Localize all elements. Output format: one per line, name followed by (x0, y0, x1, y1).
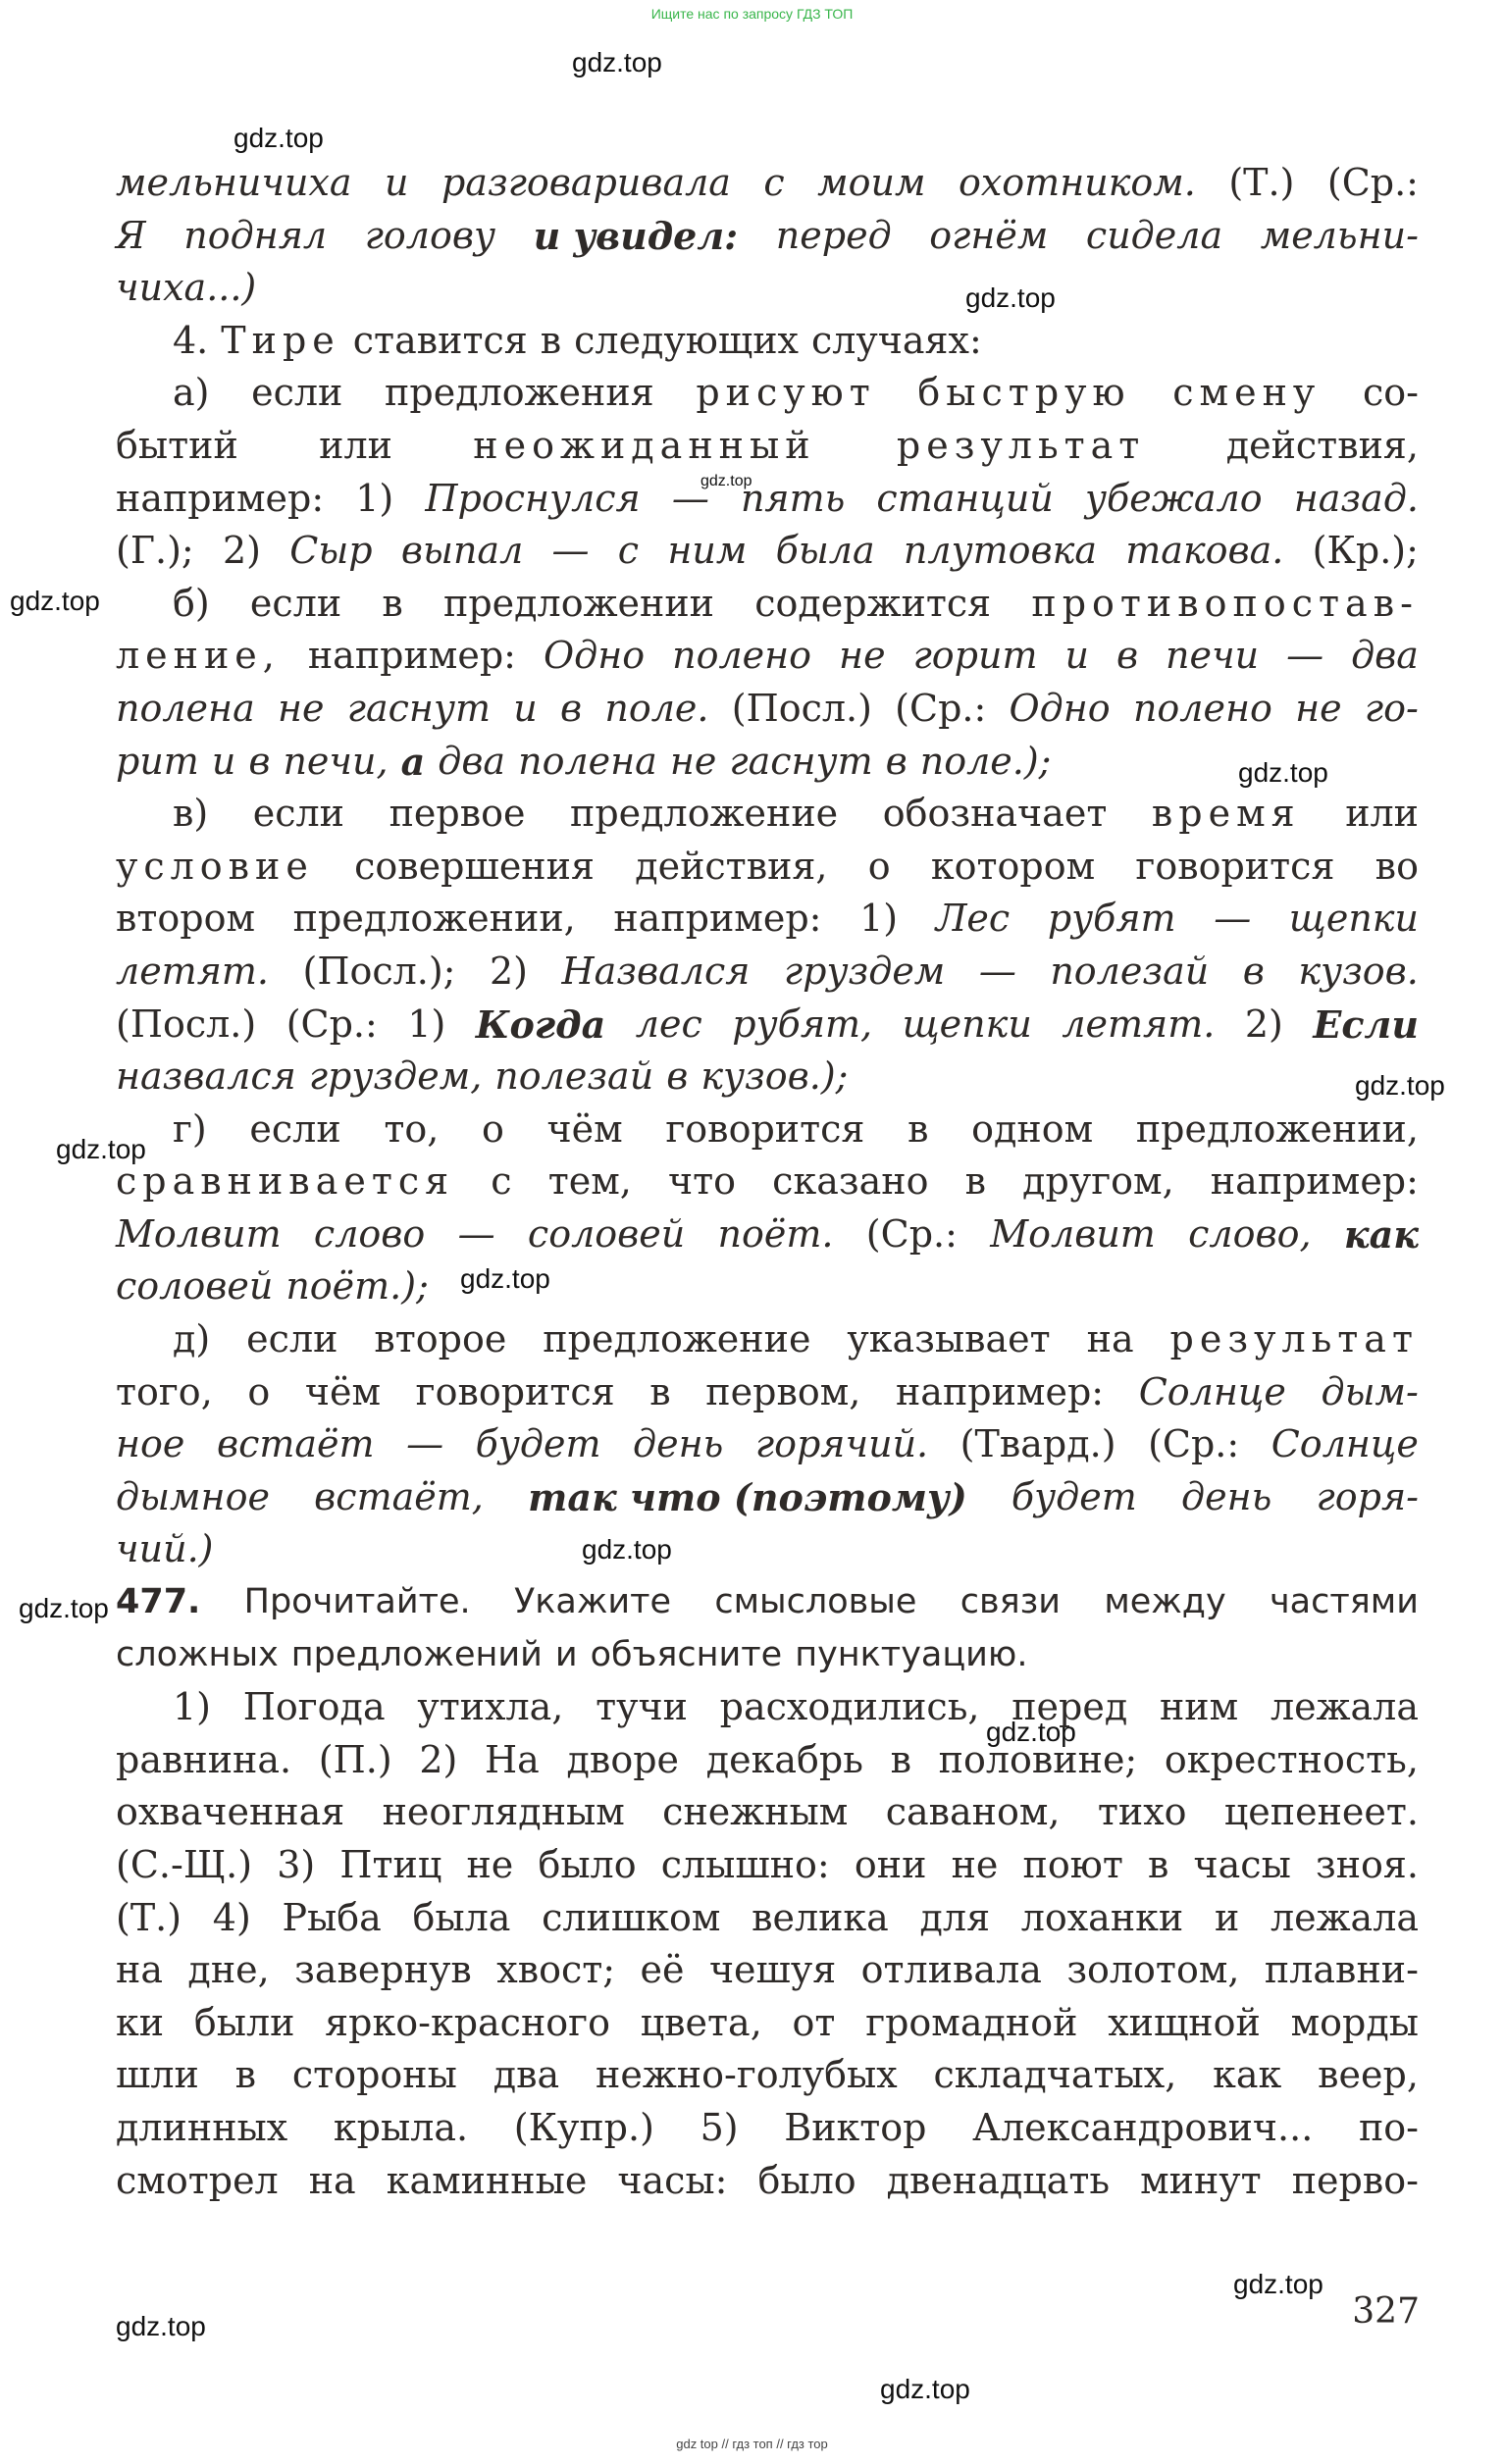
text-line: условие совершения действия, о котором говорится во (116, 844, 1419, 888)
watermark: gdz.top (56, 1134, 146, 1164)
text-line: д) если второе предложение указывает на результат (173, 1317, 1419, 1361)
text-line: равнина. (П.) 2) На дворе декабрь в половине; окрестность, (116, 1737, 1419, 1781)
text-line: в) если первое предложение обозначает время или (173, 792, 1419, 836)
watermark: gdz.top (1355, 1070, 1445, 1101)
page-text (116, 157, 1419, 2207)
bottom-banner[interactable]: gdz top // гдз топ // гдз тор (676, 2437, 828, 2451)
text-line: ки были ярко-красного цвета, от громадной хищной морды (116, 2000, 1419, 2044)
text-line: рит и в печи, а два полена не гаснут в поле.); (116, 739, 1052, 784)
text-line: соловей поёт.); (116, 1264, 429, 1309)
text-line: б) если в предложении содержится противопостав- (173, 581, 1419, 625)
text-line: чиха...) (116, 266, 257, 310)
text-line: назвался груздем, полезай в кузов.); (116, 1054, 849, 1099)
text-line: на дне, завернув хвост; её чешуя отливала золотом, плавни- (116, 1948, 1419, 1992)
text-line: шли в стороны два нежно-голубых складчатых, как веер, (116, 2053, 1419, 2097)
text-line: 4. Тире ставится в следующих случаях: (173, 318, 982, 362)
text-line: (С.-Щ.) 3) Птиц не было слышно: они не поют в часы зноя. (116, 1843, 1419, 1886)
text-line: втором предложении, например: 1) Лес рубят — щепки (116, 897, 1419, 941)
page-number: 327 (1352, 2291, 1420, 2332)
watermark: gdz.top (19, 1593, 109, 1623)
text-line: дымное встаёт, так что (поэтому) будет день горя- (116, 1474, 1419, 1519)
text-line: охваченная неоглядным снежным саваном, тихо цепенеет. (116, 1790, 1419, 1834)
text-line: того, о чём говорится в первом, например: Солнце дым- (116, 1369, 1419, 1413)
watermark: gdz.top (880, 2374, 970, 2404)
text-line: (Т.) 4) Рыба была слишком велика для лоханки и лежала (116, 1895, 1419, 1939)
watermark: gdz.top (233, 123, 324, 153)
top-banner[interactable]: Ищите нас по запросу ГДЗ ТОП (650, 6, 854, 22)
watermark: gdz.top (1238, 757, 1328, 788)
watermark: gdz.top (965, 282, 1056, 313)
watermark: gdz.top (700, 473, 752, 489)
watermark: gdz.top (582, 1534, 672, 1565)
text-line: чий.) (116, 1527, 214, 1571)
text-line: Молвит слово — соловей поёт. (Ср.: Молвит слово, как (116, 1211, 1419, 1257)
text-line: длинных крыла. (Купр.) 5) Виктор Александрович... по- (116, 2105, 1419, 2149)
text-line: ление, например: Одно полено не горит и в печи — два (116, 634, 1419, 678)
text-line: полена не гаснут и в поле. (Посл.) (Ср.: Одно полено не го- (116, 686, 1419, 730)
text-line: г) если то, о чём говорится в одном предложении, (173, 1106, 1419, 1151)
text-line: летят. (Посл.); 2) Назвался груздем — полезай в кузов. (116, 949, 1419, 993)
text-line: смотрел на каминные часы: было двенадцать минут перво- (116, 2158, 1419, 2202)
text-line: а) если предложения рисуют быструю смену со- (173, 371, 1419, 415)
watermark: gdz.top (572, 47, 662, 77)
text-line: Я поднял голову и увидел: перед огнём сидела мельни- (116, 213, 1419, 258)
text-line: (Г.); 2) Сыр выпал — с ним была плутовка такова. (Кр.); (116, 529, 1419, 573)
text-line: 1) Погода утихла, тучи расходились, перед ним лежала (173, 1685, 1419, 1729)
text-line: (Посл.) (Ср.: 1) Когда лес рубят, щепки летят. 2) Если (116, 1001, 1419, 1047)
text-line: ное встаёт — будет день горячий. (Твард.) (Ср.: Солнце (116, 1422, 1419, 1466)
watermark: gdz.top (460, 1263, 550, 1294)
watermark: gdz.top (986, 1717, 1076, 1747)
watermark: gdz.top (116, 2311, 206, 2341)
watermark: gdz.top (10, 586, 100, 616)
exercise-heading: сложных предложений и объясните пунктуацию. (116, 1634, 1028, 1674)
text-line: сравнивается с тем, что сказано в другом, например: (116, 1159, 1419, 1204)
text-line: например: 1) Проснулся — пять станций убежало назад. (116, 476, 1419, 520)
text-line: мельничиха и разговаривала с моим охотником. (Т.) (Ср.: (116, 161, 1419, 204)
text-line: бытий или неожиданный результат действия, (116, 423, 1419, 467)
exercise-heading: 477. Прочитайте. Укажите смысловые связи между частями (116, 1582, 1419, 1622)
watermark: gdz.top (1233, 2269, 1323, 2299)
